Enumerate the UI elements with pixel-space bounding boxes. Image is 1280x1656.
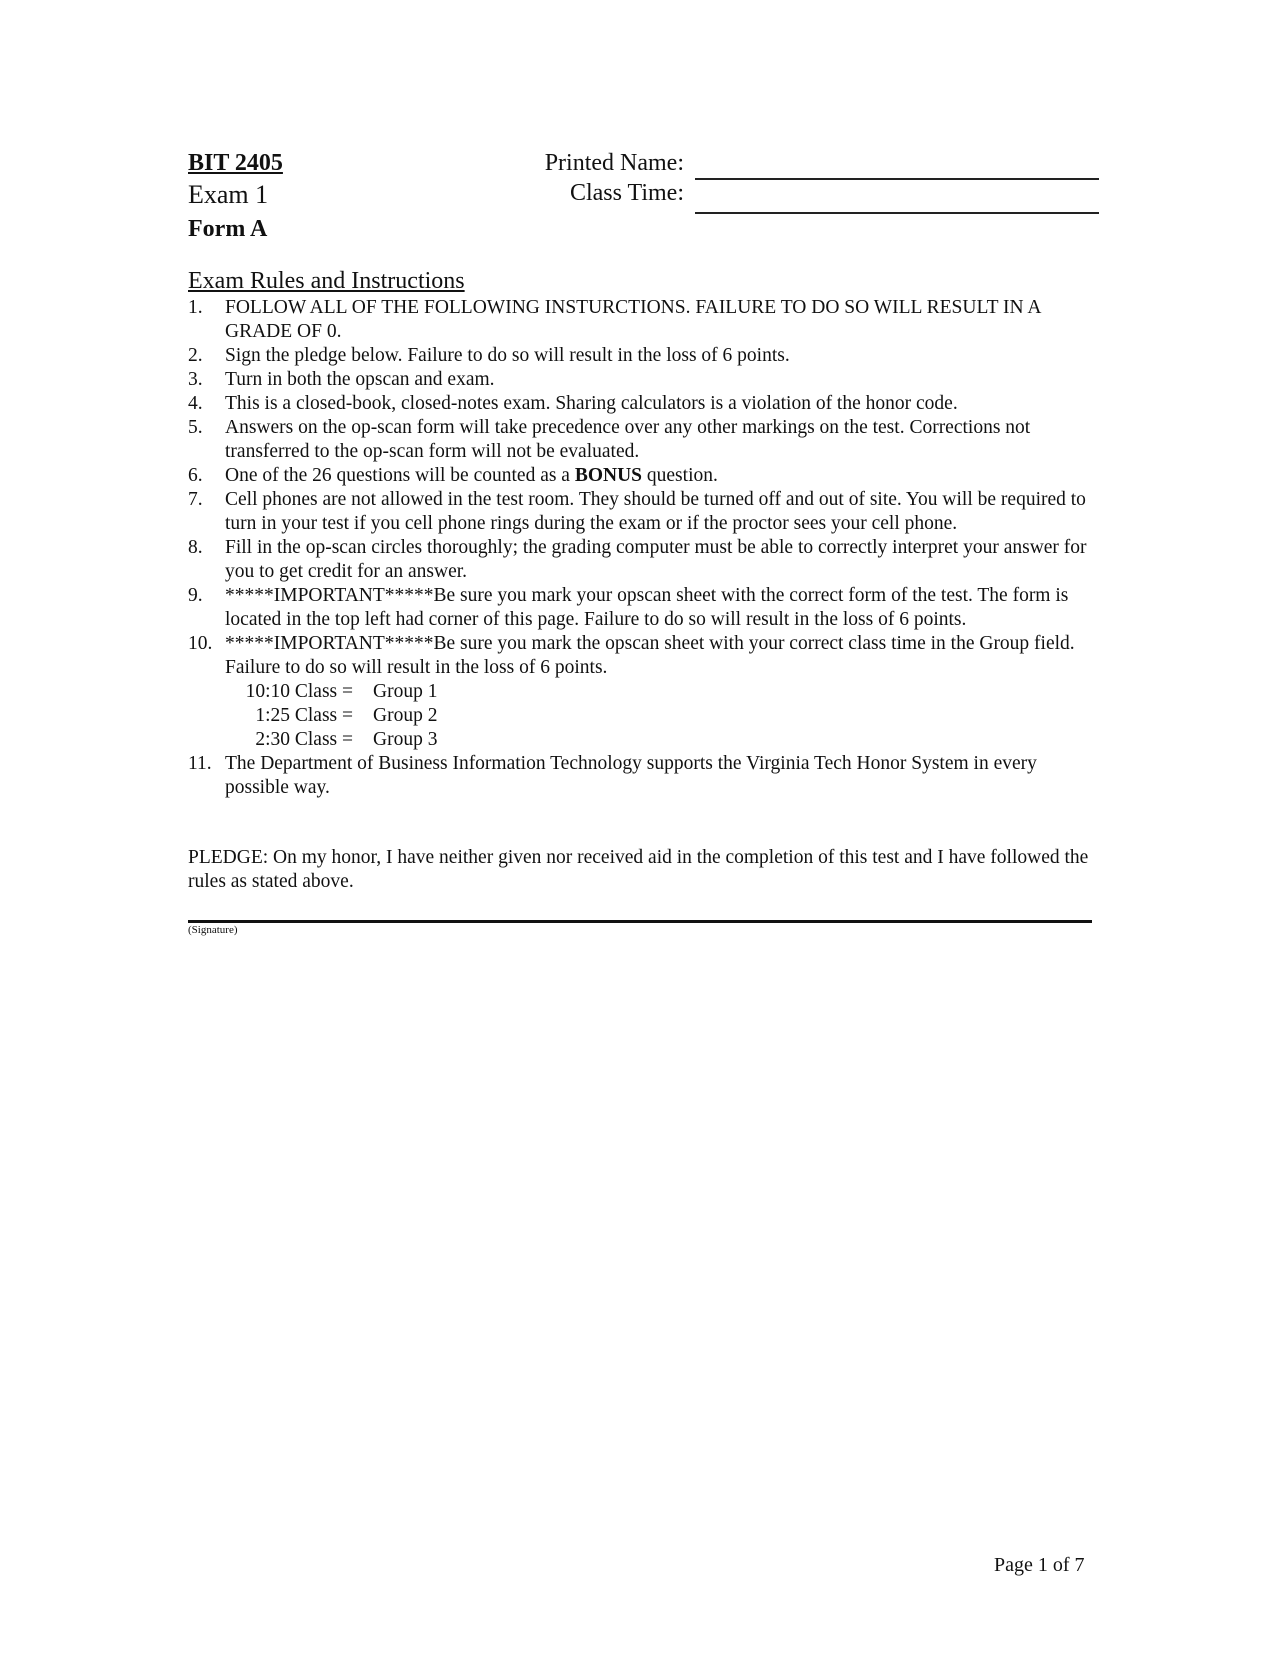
rule-text: [225, 464, 1098, 488]
rule-number: 7.: [188, 489, 203, 510]
group-table: [225, 680, 1098, 752]
rule-number: 9.: [188, 585, 203, 606]
group-row: [225, 680, 1098, 704]
signature-label: (Signature): [188, 924, 238, 936]
group-row: [225, 704, 1098, 728]
rule-text: Turn in both the opscan and exam.: [225, 369, 495, 390]
rule-number: 10.: [188, 633, 213, 654]
rule-text-before: One of the 26 questions will be counted as a: [225, 465, 575, 486]
rule-item: [188, 752, 1098, 800]
class-time-label: Class Time:: [569, 180, 684, 206]
rule-number: 4.: [188, 393, 203, 414]
rule-number: 2.: [188, 345, 203, 366]
rule-text: The Department of Business Information Technology supports the Virginia Tech Honor System in every possible way.: [225, 753, 1037, 798]
course-code: BIT 2405: [188, 150, 283, 176]
rule-text: Cell phones are not allowed in the test room. They should be turned off and out of site. You will be required to turn in your test if you cell phone rings during the exam or if the proctor sees your cell phone.: [225, 489, 1086, 534]
rule-text: Fill in the op-scan circles thoroughly; the grading computer must be able to correctly interpret your answer for you to get credit for an answer.: [225, 537, 1087, 582]
rule-number: 1.: [188, 297, 203, 318]
rule-item: [188, 368, 1098, 392]
rule-text: This is a closed-book, closed-notes exam. Sharing calculators is a violation of the honor code.: [225, 393, 958, 414]
rule-text: Answers on the op-scan form will take precedence over any other markings on the test. Corrections not transferred to the op-scan form will not be evaluated.: [225, 417, 1031, 462]
rule-item: [188, 416, 1098, 464]
rule-number: 11.: [188, 753, 212, 774]
group-row: [225, 728, 1098, 752]
rule-item: [188, 392, 1098, 416]
exam-form: Form A: [188, 216, 268, 242]
rule-item: [188, 296, 1098, 344]
class-time: 1:25 Class =: [255, 705, 353, 726]
rule-text: *****IMPORTANT*****Be sure you mark your opscan sheet with the correct form of the test. The form is located in the top left had corner of this page. Failure to do so will result in the loss of 6 points.: [225, 585, 1069, 630]
rules-title: Exam Rules and Instructions: [188, 268, 465, 294]
rule-item: [188, 536, 1098, 584]
rule-text-after: question.: [642, 465, 718, 486]
printed-name-label: Printed Name:: [544, 150, 684, 176]
bonus-emphasis: BONUS: [574, 465, 643, 486]
rule-text: *****IMPORTANT*****Be sure you mark the opscan sheet with your correct class time in the Group field. Failure to do so will result in the loss of 6 points.: [225, 633, 1075, 678]
class-time: 10:10 Class =: [245, 681, 353, 702]
rule-item: [188, 584, 1098, 632]
rule-text: FOLLOW ALL OF THE FOLLOWING INSTURCTIONS. FAILURE TO DO SO WILL RESULT IN A GRADE OF 0.: [225, 297, 1041, 342]
rule-text: Sign the pledge below. Failure to do so will result in the loss of 6 points.: [225, 345, 790, 366]
page-number: Page 1 of 7: [994, 1554, 1085, 1576]
rule-item: [188, 632, 1098, 680]
pledge-text: PLEDGE: On my honor, I have neither given nor received aid in the completion of this test and I have followed the rules as stated above.: [188, 847, 1089, 892]
class-time-line[interactable]: [695, 212, 1099, 214]
signature-line[interactable]: [188, 920, 1092, 923]
class-time: 2:30 Class =: [255, 729, 353, 750]
exam-title: Exam 1: [188, 180, 269, 209]
printed-name-line[interactable]: [695, 178, 1099, 180]
rule-number: 6.: [188, 465, 203, 486]
group-number: Group 2: [373, 705, 438, 726]
rule-number: 3.: [188, 369, 203, 390]
group-number: Group 1: [373, 681, 438, 702]
rules-list: [188, 296, 1098, 800]
rule-number: 8.: [188, 537, 203, 558]
rule-item: [188, 488, 1098, 536]
group-number: Group 3: [373, 729, 438, 750]
rule-number: 5.: [188, 417, 203, 438]
rule-item: [188, 344, 1098, 368]
rule-item: [188, 464, 1098, 488]
